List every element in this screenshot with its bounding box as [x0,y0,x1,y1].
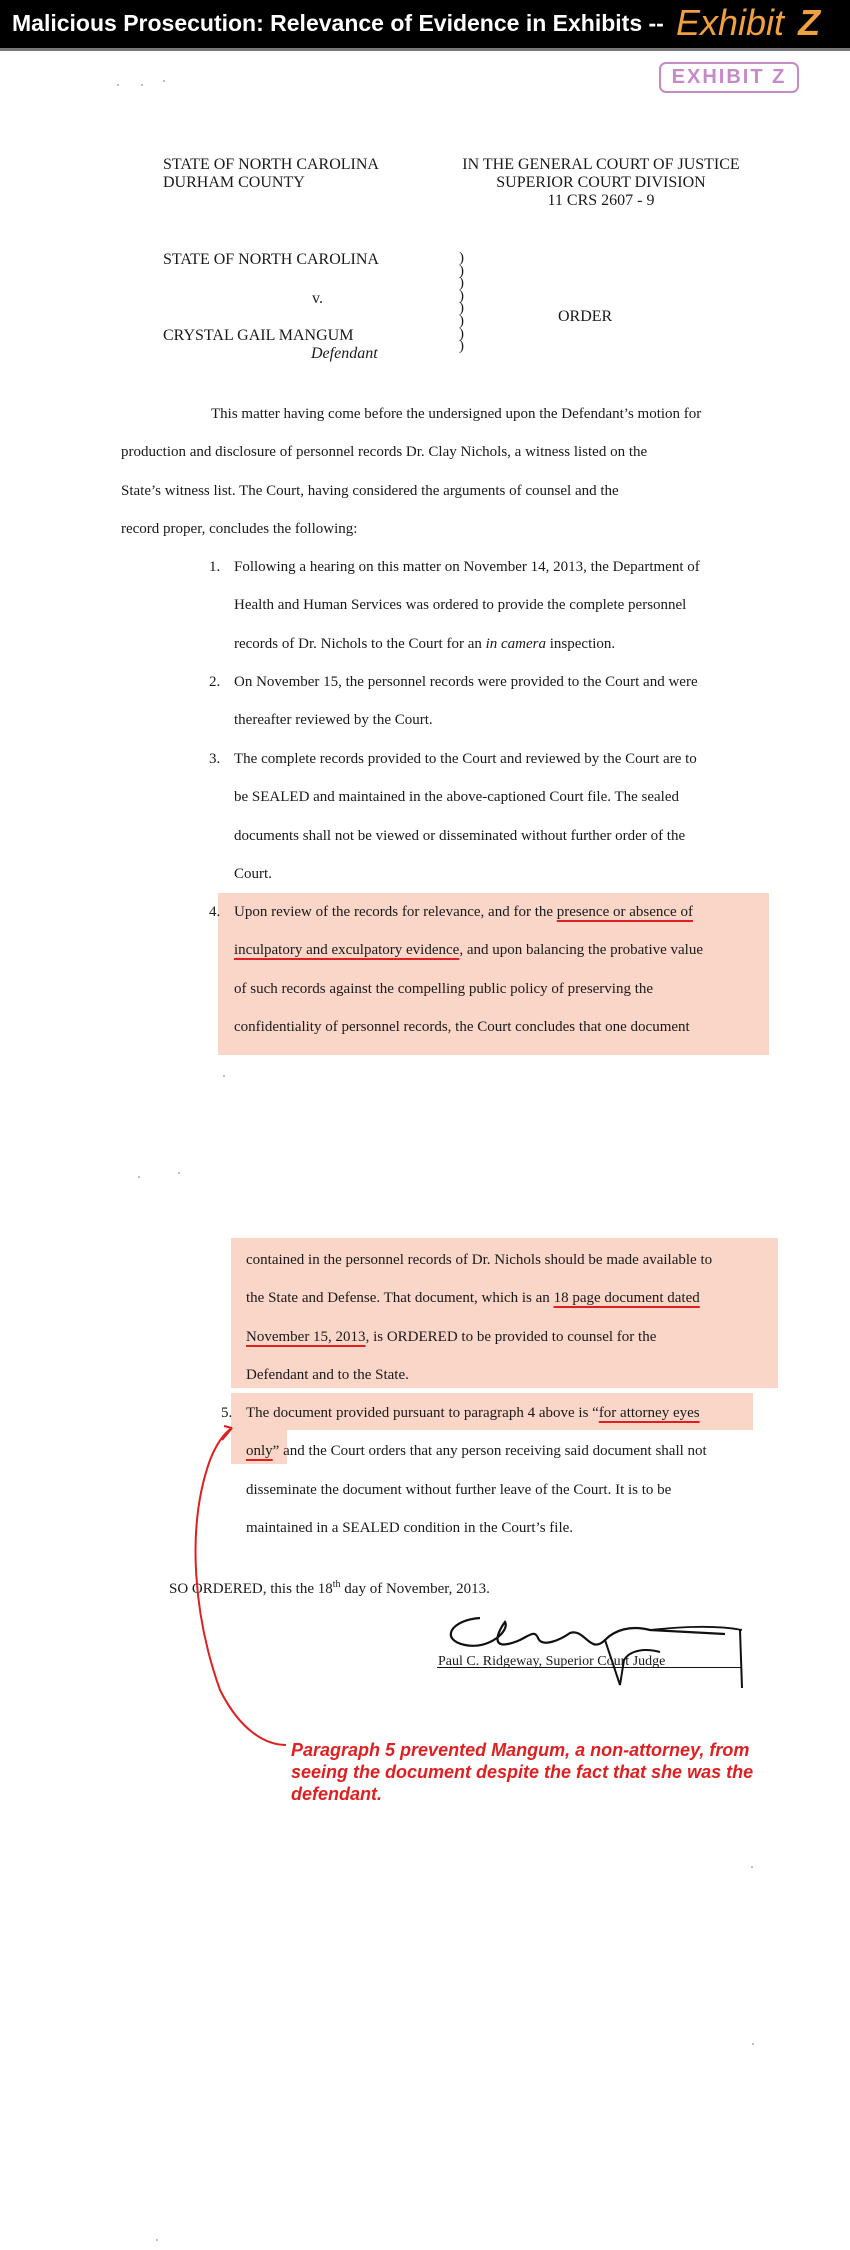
item-2-line: On November 15, the personnel records were provided to the Court and were [234,674,698,690]
exhibit-letter: Z [798,2,821,43]
item-1-line: Following a hearing on this matter on November 14, 2013, the Department of [234,559,700,575]
defendant-label: Defendant [311,345,378,362]
item-5-text: ” and the Court orders that any person receiving said document shall not [272,1443,707,1460]
versus: v. [312,290,323,307]
banner-title: Malicious Prosecution: Relevance of Evidence in Exhibits -- [12,10,664,36]
caption-state: STATE OF NORTH CAROLINA [163,156,379,173]
defendant-name: CRYSTAL GAIL MANGUM [163,327,354,344]
exhibit-stamp: EXHIBIT Z [659,62,799,93]
item-5-text: maintained in a SEALED condition in the Court’s file. [246,1520,574,1537]
so-ordered-rest: day of November, 2013. [340,1581,490,1597]
item-4-number: 4. [209,904,221,920]
item-5-underline: only [246,1443,273,1460]
item-1-end: inspection. [546,635,616,652]
item-2-line: thereafter reviewed by the Court. [234,712,433,729]
so-ordered-sup: th [332,1579,341,1590]
item-1-italic: in camera [485,635,547,652]
doc-title: ORDER [558,308,613,325]
caption-court: IN THE GENERAL COURT OF JUSTICE [462,156,740,173]
item-4-text: the State and Defense. That document, which is an [246,1290,554,1307]
item-4-underline: 18 page document dated [553,1290,700,1307]
signer-name: Paul C. Ridgeway, Superior Court Judge [438,1654,666,1669]
item-4-underline: presence or absence of [556,904,693,920]
caption-bracket: ) ) ) ) ) ) ) ) [459,250,464,355]
annotation-note: Paragraph 5 prevented Mangum, a non-attorney, from seeing the document despite the fact that she was the defendant. [291,1740,754,1804]
item-1-line: Health and Human Services was ordered to provide the complete personnel [234,597,687,614]
item-5-text: The document provided pursuant to paragraph 4 above is “ [246,1405,599,1421]
caption-county: DURHAM COUNTY [163,174,305,191]
intro-line-4: record proper, concludes the following: [121,521,358,538]
item-4-underline: November 15, 2013 [246,1328,366,1345]
item-2-number: 2. [209,674,221,690]
item-4-text: of such records against the compelling public policy of preserving the [234,980,654,997]
party-state: STATE OF NORTH CAROLINA [163,251,379,268]
item-3-line: documents shall not be viewed or disseminated without further order of the [234,827,686,844]
item-1-number: 1. [209,559,221,575]
item-4-text: , is ORDERED to be provided to counsel for the [365,1328,657,1345]
item-4-text: , and upon balancing the probative value [459,942,703,959]
item-1-line: records of Dr. Nichols to the Court for an [234,635,486,652]
intro-line-1: This matter having come before the undersigned upon the Defendant’s motion for [211,406,702,422]
intro-line-2: production and disclosure of personnel records Dr. Clay Nichols, a witness listed on the [121,444,648,461]
item-4-text: confidentiality of personnel records, the Court concludes that one document [234,1019,690,1036]
item-3-line: The complete records provided to the Court and reviewed by the Court are to [234,751,697,767]
item-5-number: 5. [221,1405,233,1421]
item-4-text: Defendant and to the State. [246,1367,409,1384]
caption-division: SUPERIOR COURT DIVISION [496,174,706,191]
item-4-underline: inculpatory and exculpatory evidence [234,942,460,959]
so-ordered-text: SO ORDERED, this the 18 [169,1581,333,1597]
item-5-underline: for attorney eyes [598,1405,700,1421]
item-5-text: disseminate the document without further leave of the Court. It is to be [246,1481,672,1498]
item-4-text: Upon review of the records for relevance, and for the [234,904,557,920]
intro-line-3: State’s witness list. The Court, having considered the arguments of counsel and the [121,482,619,499]
item-4-text: contained in the personnel records of Dr. Nichols should be made available to [246,1252,713,1268]
item-3-line: Court. [234,866,272,883]
item-3-number: 3. [209,751,221,767]
caption-case: 11 CRS 2607 - 9 [547,192,655,209]
exhibit-word: Exhibit [676,2,785,43]
item-3-line: be SEALED and maintained in the above-captioned Court file. The sealed [234,789,679,806]
